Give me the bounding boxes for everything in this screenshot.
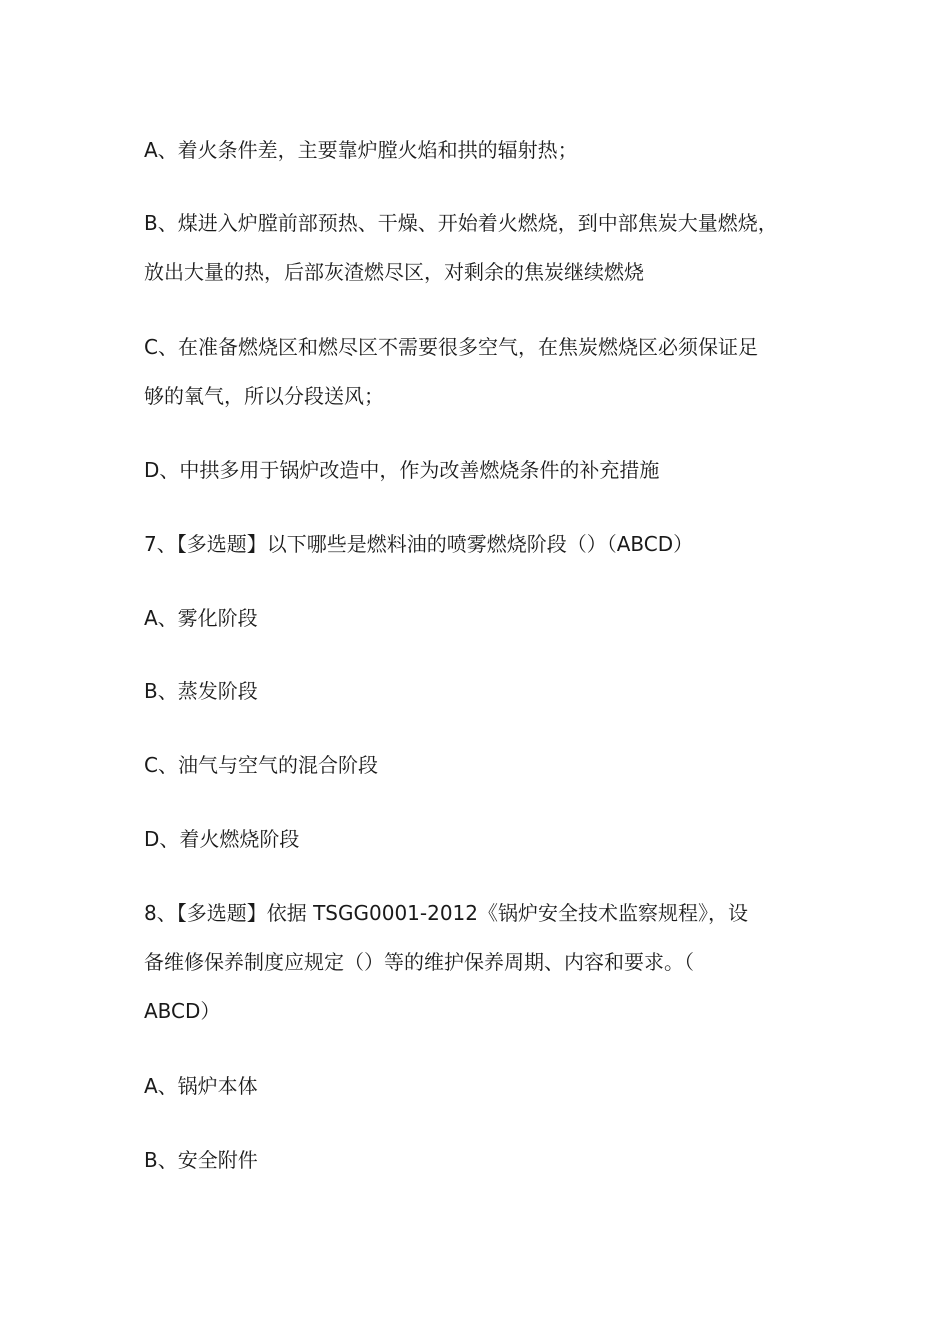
- option-b-q6-line-2: 放出大量的热，后部灰渣燃尽区，对剩余的焦炭继续燃烧: [144, 260, 644, 284]
- question-7: 7、【多选题】以下哪些是燃料油的喷雾燃烧阶段（）（ABCD）: [144, 532, 694, 556]
- option-c-q6-line-1: C、在准备燃烧区和燃尽区不需要很多空气，在焦炭燃烧区必须保证足: [144, 335, 758, 359]
- question-8-line-1: 8、【多选题】依据 TSGG0001-2012《锅炉安全技术监察规程》，设: [144, 901, 749, 925]
- option-b-q6-line-1: B、煤进入炉膛前部预热、干燥、开始着火燃烧，到中部焦炭大量燃烧，: [144, 211, 778, 235]
- option-c-q6: [144, 323, 824, 421]
- option-a-q6: A、着火条件差，主要靠炉膛火焰和拱的辐射热；: [144, 138, 578, 162]
- question-8: [144, 889, 824, 1036]
- option-c-q6-line-2: 够的氧气，所以分段送风；: [144, 384, 384, 408]
- option-b-q6: [144, 199, 824, 297]
- option-b-q8: B、安全附件: [144, 1148, 258, 1172]
- question-8-line-2: 备维修保养制度应规定（）等的维护保养周期、内容和要求。（: [144, 950, 694, 974]
- option-d-q7: D、着火燃烧阶段: [144, 827, 300, 851]
- question-8-line-3: ABCD）: [144, 999, 221, 1023]
- option-c-q7: C、油气与空气的混合阶段: [144, 753, 378, 777]
- option-b-q7: B、蒸发阶段: [144, 679, 258, 703]
- option-a-q7: A、雾化阶段: [144, 606, 258, 630]
- option-a-q8: A、锅炉本体: [144, 1074, 258, 1098]
- option-d-q6: D、中拱多用于锅炉改造中，作为改善燃烧条件的补充措施: [144, 458, 660, 482]
